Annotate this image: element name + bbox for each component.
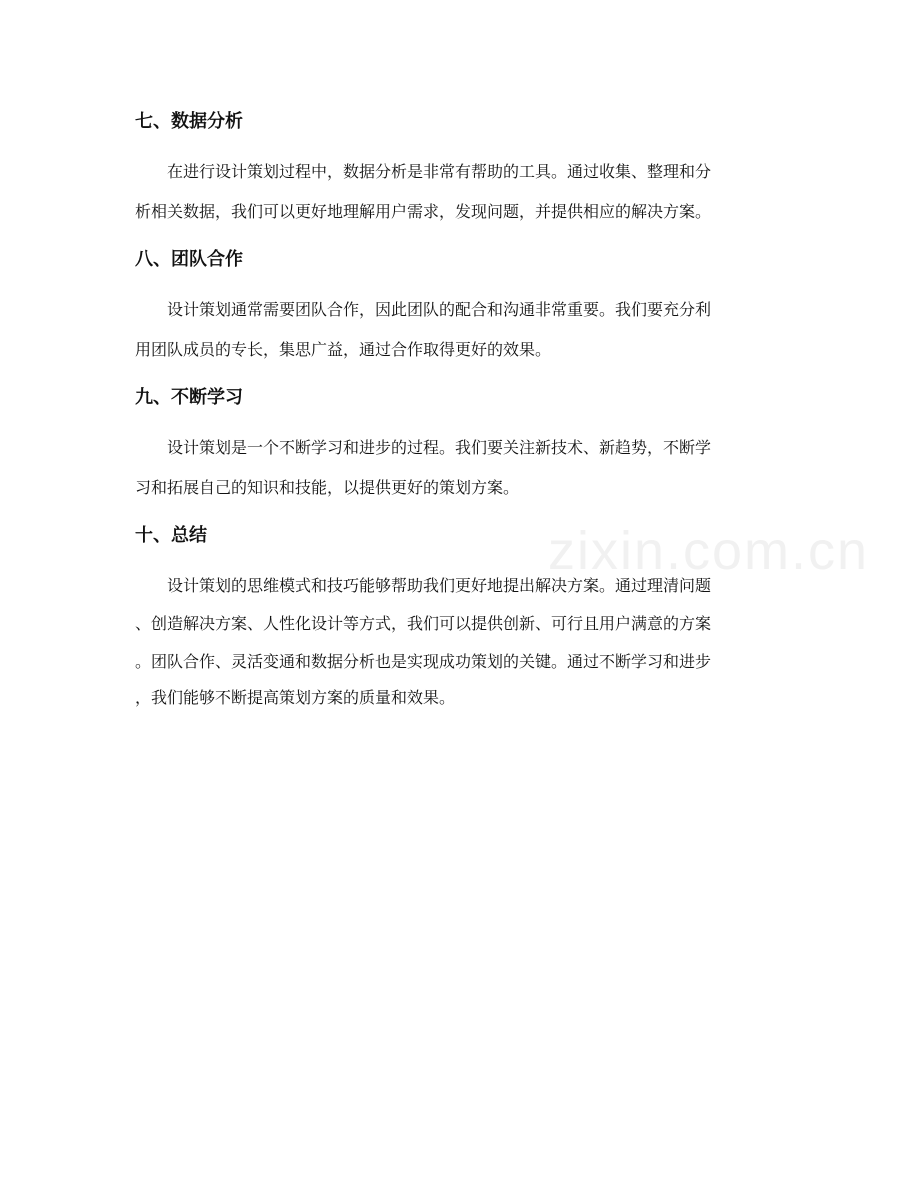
paragraph-line: ，我们能够不断提高策划方案的质量和效果。 [135, 688, 456, 707]
paragraph-line: 设计策划通常需要团队合作，因此团队的配合和沟通非常重要。我们要充分利 [167, 300, 712, 319]
paragraph-line: 、创造解决方案、人性化设计等方式，我们可以提供创新、可行且用户满意的方案 [135, 614, 712, 633]
watermark: zixin.com.cn [548, 521, 870, 581]
paragraph-line: 设计策划是一个不断学习和进步的过程。我们要关注新技术、新趋势，不断学 [167, 438, 712, 457]
section-heading: 九、不断学习 [135, 387, 243, 408]
section-heading: 八、团队合作 [135, 249, 243, 270]
paragraph-line: 用团队成员的专长，集思广益，通过合作取得更好的效果。 [135, 340, 552, 359]
paragraph-line: 习和拓展自己的知识和技能，以提供更好的策划方案。 [135, 478, 520, 497]
section-heading: 十、总结 [135, 525, 207, 546]
paragraph-line: 在进行设计策划过程中，数据分析是非常有帮助的工具。通过收集、整理和分 [167, 162, 712, 181]
paragraph-line: 析相关数据，我们可以更好地理解用户需求，发现问题，并提供相应的解决方案。 [135, 202, 712, 221]
paragraph-line: 。团队合作、灵活变通和数据分析也是实现成功策划的关键。通过不断学习和进步 [135, 652, 712, 671]
section-heading: 七、数据分析 [135, 111, 243, 132]
paragraph-line: 设计策划的思维模式和技巧能够帮助我们更好地提出解决方案。通过理清问题 [167, 576, 712, 595]
